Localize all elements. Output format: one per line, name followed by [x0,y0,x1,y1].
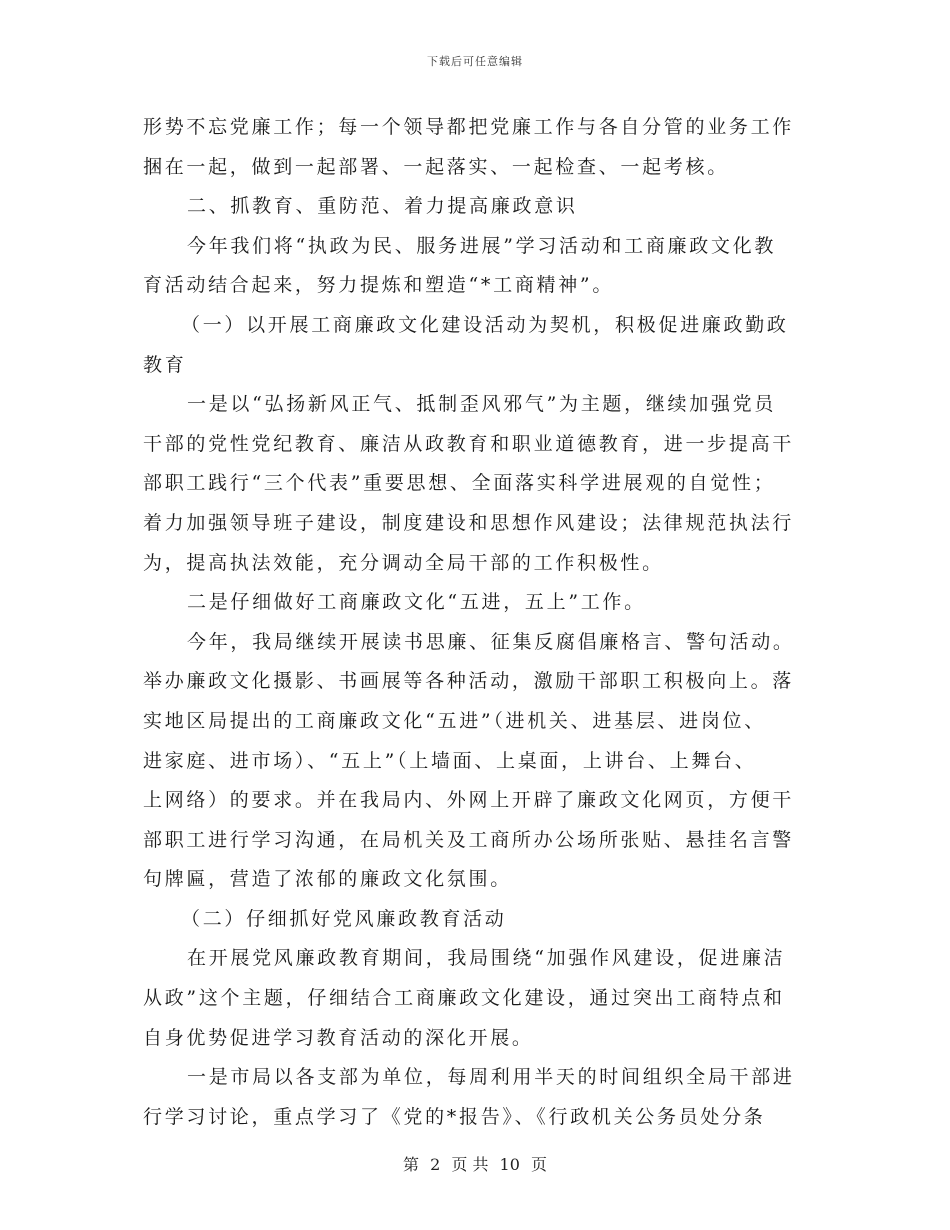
footer-middle: 页 共 [451,1155,489,1174]
text-line: 上网络）的要求。并在我局内、外网上开辟了廉政文化网页，方便干 [143,789,795,812]
text-line: 一是市局以各支部为单位，每周利用半天的时间组织全局干部进 [187,1066,795,1089]
text-line: （二）仔细抓好党风廉政教育活动 [181,907,507,930]
text-line: （一）以开展工商廉政文化建设活动为契机，积极促进廉政勤政 [181,313,789,336]
text-line: 进家庭、进市场）、“五上”（上墙面、上桌面，上讲台、上舞台、 [143,749,757,772]
text-line: 干部的党性党纪教育、廉洁从政教育和职业道德教育，进一步提高干 [143,432,795,455]
text-line: 从政”这个主题，仔细结合工商廉政文化建设，通过突出工商特点和 [143,987,785,1010]
text-line: 举办廉政文化摄影、书画展等各种活动，激励干部职工积极向上。落 [143,670,795,693]
text-line: 部职工进行学习沟通，在局机关及工商所办公场所张贴、悬挂名言警 [143,828,795,851]
page-header: 下载后可任意编辑 [427,55,523,68]
text-line: 今年我们将“执政为民、服务进展”学习活动和工商廉政文化教 [187,234,777,257]
text-line: 自身优势促进学习教育活动的深化开展。 [143,1026,534,1049]
text-line: 二、抓教育、重防范、着力提高廉政意识 [187,195,578,218]
text-line: 实地区局提出的工商廉政文化“五进”（进机关、进基层、进岗位、 [143,709,766,732]
footer-suffix: 页 [531,1155,548,1174]
text-line: 行学习讨论，重点学习了《党的*报告》、《行政机关公务员处分条 [143,1105,766,1128]
footer-prefix: 第 [402,1155,419,1174]
text-line: 育活动结合起来，努力提炼和塑造“*工商精神”。 [143,274,615,297]
text-line: 句牌匾，营造了浓郁的廉政文化氛围。 [143,868,512,891]
document-body [143,108,807,1137]
footer-total-pages: 10 [499,1155,520,1174]
text-line: 今年，我局继续开展读书思廉、征集反腐倡廉格言、警句活动。 [187,630,795,653]
text-line: 着力加强领导班子建设，制度建设和思想作风建设；法律规范执法行 [143,511,795,534]
text-line: 形势不忘党廉工作；每一个领导都把党廉工作与各自分管的业务工作 [143,116,795,138]
text-line: 教育 [143,353,187,376]
page-footer [0,1152,950,1175]
footer-page-number: 2 [430,1155,441,1174]
text-line: 为，提高执法效能，充分调动全局干部的工作积极性。 [143,551,664,574]
text-line: 二是仔细做好工商廉政文化“五进，五上”工作。 [187,591,646,614]
text-line: 在开展党风廉政教育期间，我局围绕“加强作风建设，促进廉洁 [187,947,786,970]
text-line: 部职工践行“三个代表”重要思想、全面落实科学进展观的自觉性； [143,472,776,495]
text-line: 捆在一起，做到一起部署、一起落实、一起检查、一起考核。 [143,155,729,178]
text-line: 一是以“弘扬新风正气、抵制歪风邪气”为主题，继续加强党员 [187,393,777,416]
